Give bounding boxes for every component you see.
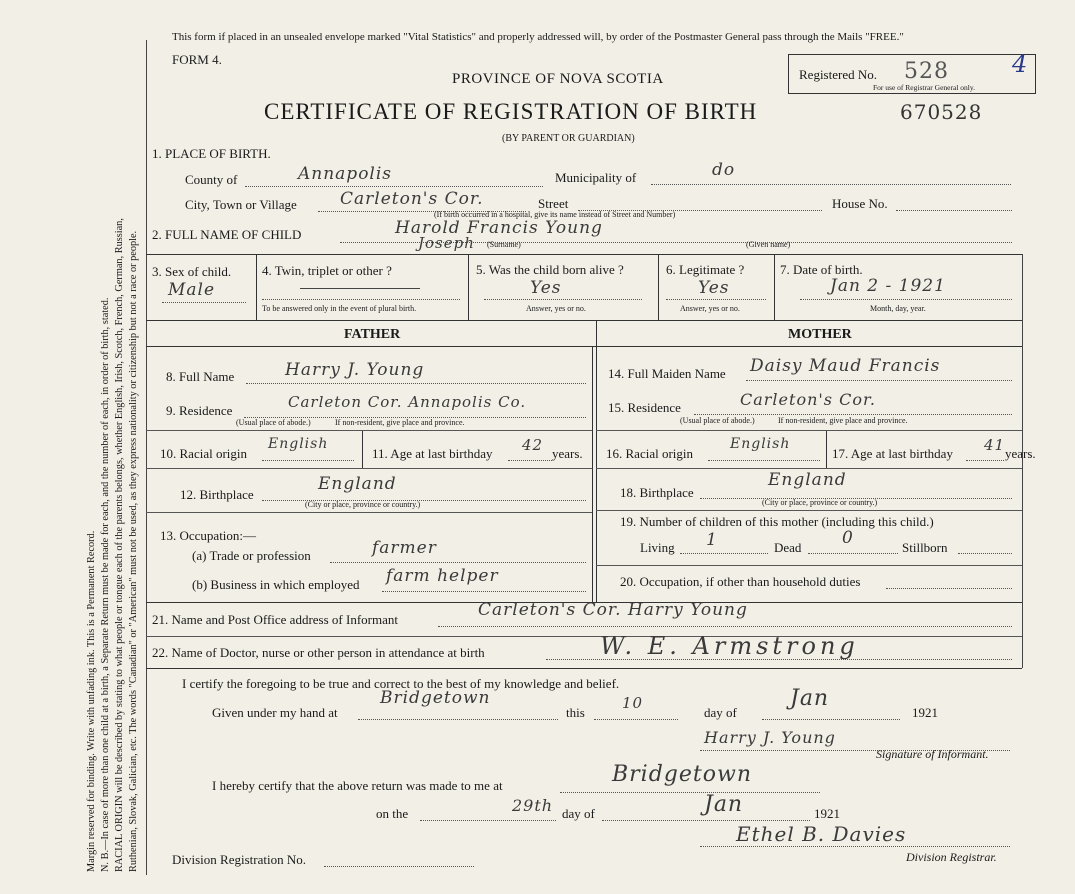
children-label: 19. Number of children of this mother (including this child.)	[620, 514, 934, 529]
alive-label: 5. Was the child born alive ?	[476, 262, 624, 277]
form-number: FORM 4.	[172, 52, 222, 67]
margin-line-3: RACIAL ORIGIN will be described by stating to what people or tongue each of the parents belongs, whether English, Irish, Scotch, French, German, Russian,	[114, 218, 125, 872]
city-value: Carleton's Cor.	[340, 189, 484, 209]
father-age-label: 11. Age at last birthday	[372, 446, 493, 461]
certify-text: I certify the foregoing to be true and correct to the best of my knowledge and belief.	[182, 676, 620, 691]
given-place: Bridgetown	[380, 688, 491, 708]
dob-note: Month, day, year.	[870, 304, 926, 313]
registration-month: Jan	[704, 792, 744, 817]
father-name-label: 8. Full Name	[166, 369, 235, 384]
mother-years: years.	[1005, 446, 1036, 461]
alive-value: Yes	[530, 278, 562, 298]
division-registration-label: Division Registration No.	[172, 852, 306, 867]
living-value: 1	[706, 530, 718, 550]
mother-heading: MOTHER	[788, 327, 852, 342]
father-abode-note: (Usual place of abode.)	[236, 418, 311, 427]
margin-notes	[0, 0, 150, 894]
father-heading: FATHER	[344, 327, 401, 342]
mother-nonres-note: If non-resident, give place and province.	[778, 416, 908, 425]
certificate-title: CERTIFICATE OF REGISTRATION OF BIRTH	[264, 99, 758, 124]
dob-value: Jan 2 - 1921	[830, 276, 946, 296]
alive-answer-note: Answer, yes or no.	[526, 304, 586, 313]
father-city-prov-note: (City or place, province or country.)	[305, 500, 421, 509]
given-month: Jan	[790, 686, 830, 711]
place-of-birth-label: 1. PLACE OF BIRTH.	[152, 146, 271, 161]
business-value: farm helper	[386, 566, 499, 586]
registration-box	[788, 54, 1036, 94]
municipality-label: Municipality of	[555, 170, 637, 185]
given-year: 1921	[912, 705, 938, 720]
informant-value: Carleton's Cor. Harry Young	[478, 600, 748, 620]
mother-race-label: 16. Racial origin	[606, 446, 694, 461]
mother-city-prov-note: (City or place, province or country.)	[762, 498, 878, 507]
father-birthplace-label: 12. Birthplace	[180, 487, 254, 502]
registration-year: 1921	[814, 806, 840, 821]
legit-answer-note: Answer, yes or no.	[680, 304, 740, 313]
given-label: Given under my hand at	[212, 705, 338, 720]
father-age-value: 42	[522, 436, 544, 454]
father-race-value: English	[268, 436, 329, 452]
mother-name-label: 14. Full Maiden Name	[608, 366, 726, 381]
registered-label: Registered No.	[799, 67, 877, 82]
registration-day-of: day of	[562, 806, 595, 821]
registered-number: 528	[904, 59, 949, 84]
business-label: (b) Business in which employed	[192, 577, 360, 592]
sex-value: Male	[168, 280, 216, 300]
hospital-note: (If birth occurred in a hospital, give its name instead of Street and Number)	[434, 210, 676, 219]
father-name-value: Harry J. Young	[285, 360, 425, 380]
trade-value: farmer	[372, 538, 437, 558]
division-registrar-label: Division Registrar.	[906, 850, 997, 864]
municipality-value: do	[712, 160, 736, 180]
twin-note: To be answered only in the event of plural birth.	[262, 304, 417, 313]
house-label: House No.	[832, 196, 888, 211]
hand-number: 670528	[900, 100, 983, 124]
given-day-of: day of	[704, 705, 737, 720]
sex-label: 3. Sex of child.	[152, 264, 232, 279]
father-birthplace-value: England	[318, 474, 397, 494]
dead-label: Dead	[774, 540, 802, 555]
county-label: County of	[185, 172, 238, 187]
doctor-label: 22. Name of Doctor, nurse or other person in attendance at birth	[152, 645, 485, 660]
twin-label: 4. Twin, triplet or other ?	[262, 263, 392, 278]
province-title: PROVINCE OF NOVA SCOTIA	[452, 71, 664, 87]
informant-signature: Harry J. Young	[704, 728, 836, 747]
hereby-place: Bridgetown	[612, 762, 752, 787]
child-given-value: Joseph	[418, 234, 475, 252]
mother-age-label: 17. Age at last birthday	[832, 446, 953, 461]
dead-value: 0	[842, 528, 854, 548]
signature-informant-label: Signature of Informant.	[876, 747, 989, 761]
trade-label: (a) Trade or profession	[192, 548, 311, 563]
father-nonres-note: If non-resident, give place and province.	[335, 418, 465, 427]
child-name-value: Harold Francis Young	[395, 218, 603, 238]
legit-value: Yes	[698, 278, 730, 298]
father-race-label: 10. Racial origin	[160, 446, 248, 461]
mother-birthplace-value: England	[768, 470, 847, 490]
mother-residence-label: 15. Residence	[608, 400, 681, 415]
mother-race-value: English	[730, 436, 791, 452]
corner-mark: 4	[1012, 50, 1029, 78]
margin-line-2: N. B.—In case of more than one child at a birth, a Separate Return must be made for each, and the number of each, in order of birth, stated.	[100, 297, 111, 872]
registration-day: 29th	[512, 796, 554, 815]
child-name-label: 2. FULL NAME OF CHILD	[152, 227, 302, 242]
doctor-value: W. E. Armstrong	[600, 632, 859, 660]
county-value: Annapolis	[298, 164, 393, 184]
margin-line-1: Margin reserved for binding. Write with unfading ink. This is a Permanent Record.	[86, 530, 97, 872]
legit-label: 6. Legitimate ?	[666, 262, 745, 277]
street-label: Street	[538, 196, 569, 211]
mother-abode-note: (Usual place of abode.)	[680, 416, 755, 425]
registrar-signature: Ethel B. Davies	[736, 822, 907, 846]
father-residence-label: 9. Residence	[166, 403, 233, 418]
mother-name-value: Daisy Maud Francis	[750, 356, 941, 376]
father-years: years.	[552, 446, 583, 461]
mother-residence-value: Carleton's Cor.	[740, 390, 876, 409]
margin-line-4: Ruthenian, Slovak, Galician, etc. The words "Canadian" or "American" must not be used, as they express nationality or citizenship but not a race or people.	[128, 230, 139, 872]
given-note: (Given name)	[746, 240, 791, 249]
surname-note: (Surname)	[487, 240, 521, 249]
certificate-subtitle: (BY PARENT OR GUARDIAN)	[502, 133, 635, 144]
living-label: Living	[640, 540, 675, 555]
dob-label: 7. Date of birth.	[780, 262, 863, 277]
city-label: City, Town or Village	[185, 197, 297, 212]
on-the-label: on the	[376, 806, 409, 821]
given-day: 10	[622, 694, 644, 712]
occupation-label: 13. Occupation:—	[160, 528, 257, 543]
stillborn-label: Stillborn	[902, 540, 948, 555]
mother-occupation-label: 20. Occupation, if other than household duties	[620, 574, 861, 589]
mother-age-value: 41	[984, 436, 1006, 454]
registrar-note: For use of Registrar General only.	[873, 83, 975, 92]
informant-label: 21. Name and Post Office address of Informant	[152, 612, 398, 627]
father-residence-value: Carleton Cor. Annapolis Co.	[288, 393, 527, 411]
hereby-text: I hereby certify that the above return was made to me at	[212, 778, 503, 793]
mother-birthplace-label: 18. Birthplace	[620, 485, 694, 500]
postal-notice: This form if placed in an unsealed envelope marked "Vital Statistics" and properly addressed will, by order of the Postmaster General pass through the Mails "FREE."	[172, 31, 904, 43]
this-label: this	[566, 705, 585, 720]
